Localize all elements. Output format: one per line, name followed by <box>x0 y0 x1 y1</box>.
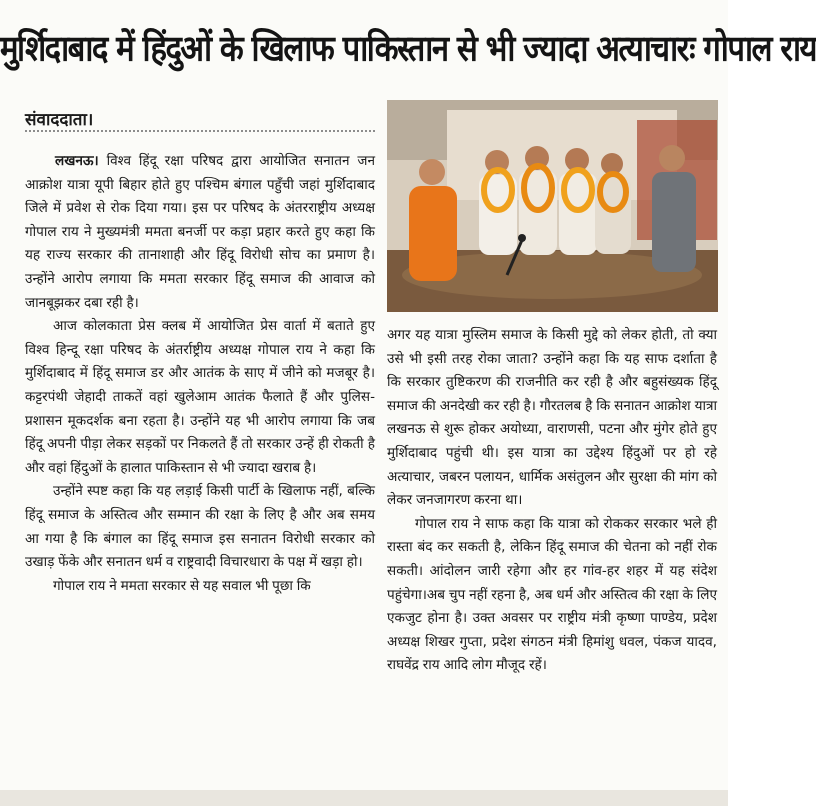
paragraph-1-text: विश्व हिंदू रक्षा परिषद द्वारा आयोजित सनातन जन आक्रोश यात्रा यूपी बिहार होते हुए पश्चिम बंगाल पहुँची जहां मुर्शिदाबाद जिले में प्रवेश से रोक दिया गया। इस पर परिषद के अंतरराष्ट्रीय अध्यक्ष गोपाल राय ने मुख्यमंत्री ममता बनर्जी पर कड़ा प्रहार करते हुए कहा कि यह राज्य सरकार की तानाशाही और हिंदू विरोधी सोच का प्रमाण है। उन्होंने आरोप लगाया कि ममता सरकार हिंदू समाज की आवाज को जानबूझकर दबा रही है। <box>25 153 375 311</box>
paragraph-2: आज कोलकाता प्रेस क्लब में आयोजित प्रेस वार्ता में बताते हुए विश्व हिन्दू रक्षा परिषद के अंतर्राष्ट्रीय अध्यक्ष गोपाल राय ने कहा कि मुर्शिदाबाद में हिंदू समाज डर और आतंक के साए में जीने को मजबूर है। कट्टरपंथी जेहादी ताकतें वहां खुलेआम आतंक फैलाते हैं और पुलिस-प्रशासन मूकदर्शक बना रहता है। उन्होंने यह भी आरोप लगाया कि जब हिंदू अपनी पीड़ा लेकर सड़कों पर निकलते हैं तो सरकार उन्हें ही रोकती है और वहां हिंदुओं के हालात पाकिस्तान से भी ज्यादा खराब है। <box>25 318 375 476</box>
paragraph-4: गोपाल राय ने ममता सरकार से यह सवाल भी पूछा कि <box>53 577 311 594</box>
dateline: लखनऊ। <box>55 153 99 169</box>
event-photo <box>387 100 718 312</box>
headline: मुर्शिदाबाद में हिंदुओं के खिलाफ पाकिस्तान से भी ज्यादा अत्याचारः गोपाल राय <box>0 28 816 70</box>
dotted-divider <box>25 130 375 132</box>
page-edge <box>0 790 728 806</box>
left-column <box>25 150 375 598</box>
paragraph-1 <box>25 150 375 315</box>
paragraph-5: अगर यह यात्रा मुस्लिम समाज के किसी मुद्दे को लेकर होती, तो क्या उसे भी इसी तरह रोका जाता? उन्होंने कहा कि यह साफ दर्शाता है कि सरकार तुष्टिकरण की राजनीति कर रही है और बहुसंख्यक हिंदू समाज की अनदेखी कर रही है। गौरतलब है कि सनातन आक्रोश यात्रा लखनऊ से शुरू होकर अयोध्या, वाराणसी, पटना और मुंगेर होते हुए मुर्शिदाबाद पहुंची थी। इस यात्रा का उद्देश्य हिंदुओं पर हो रहे अत्याचार, जबरन पलायन, धार्मिक असंतुलन और सुरक्षा की मांग को लेकर जनजागरण करना था। <box>387 327 717 509</box>
right-column <box>387 324 717 678</box>
paragraph-3: उन्होंने स्पष्ट कहा कि यह लड़ाई किसी पार्टी के खिलाफ नहीं, बल्कि हिंदू समाज के अस्तित्व और सम्मान की रक्षा के लिए है और अब समय आ गया है कि बंगाल का हिंदू समाज इस सनातन विरोधी सरकार को उखाड़ फेंके और सनातन धर्म व राष्ट्रवादी विचारधारा के पक्ष में खड़ा हो। <box>25 483 375 571</box>
paragraph-6: गोपाल राय ने साफ कहा कि यात्रा को रोककर सरकार भले ही रास्ता बंद कर सकती है, लेकिन हिंदू समाज की चेतना को नहीं रोक सकती। आंदोलन जारी रहेगा और हर गांव-हर शहर में यह संदेश पहुंचेगा।अब चुप नहीं रहना है, अब धर्म और अस्तित्व की रक्षा के लिए एकजुट होना है। उक्त अवसर पर राष्ट्रीय मंत्री कृष्णा पाण्डेय, प्रदेश अध्यक्ष शिखर गुप्ता, प्रदेश संगठन मंत्री हिमांशु धवल, पंकज यादव, राघवेंद्र राय आदि लोग मौजूद रहें। <box>387 515 717 674</box>
byline: संवाददाता। <box>25 110 94 130</box>
event-photo-illustration <box>387 100 718 312</box>
